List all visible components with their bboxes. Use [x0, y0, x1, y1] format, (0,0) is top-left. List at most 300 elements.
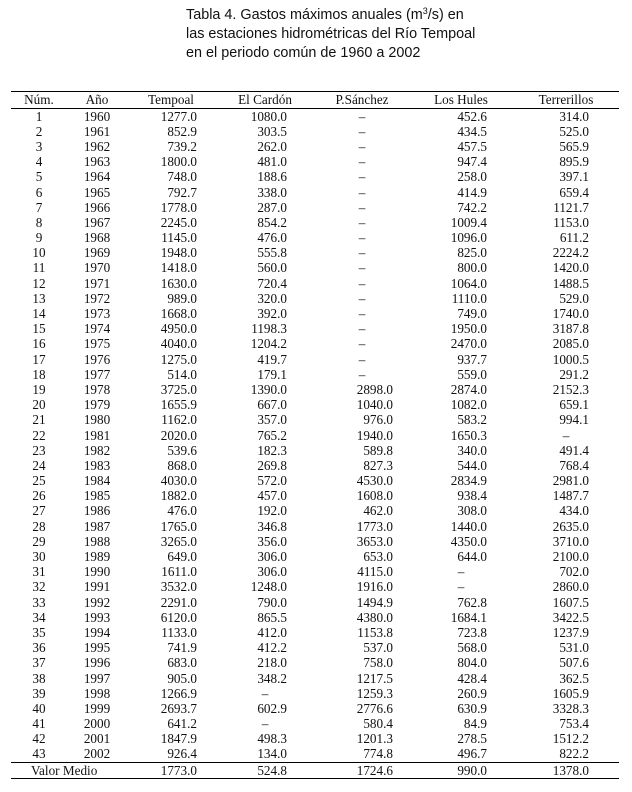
cell-anio: 1974	[83, 321, 111, 337]
cell-los-hules: 457.5	[457, 138, 487, 154]
cell-el-cardon: 392.0	[257, 306, 287, 322]
cell-los-hules: 544.0	[457, 457, 487, 473]
cell-anio: 1984	[83, 473, 111, 489]
cell-tempoal: 1765.0	[160, 518, 197, 534]
cell-p-sanchez: 580.4	[363, 716, 393, 732]
cell-terrerillos: 2981.0	[552, 473, 589, 489]
cell-terrerillos: 3187.8	[552, 321, 589, 337]
cell-anio: 1978	[83, 381, 111, 397]
cell-terrerillos: 611.2	[559, 230, 589, 246]
cell-p-sanchez: –	[358, 199, 366, 215]
cell-tempoal: 905.0	[167, 670, 197, 686]
cell-los-hules: 452.6	[457, 108, 487, 124]
cell-terrerillos: 1488.5	[552, 275, 589, 291]
cell-los-hules: 2874.0	[450, 381, 487, 397]
cell-p-sanchez: 1608.0	[356, 488, 393, 504]
cell-num: 13	[32, 290, 46, 306]
cell-terrerillos: 507.6	[559, 655, 589, 671]
cell-terrerillos: 525.0	[559, 123, 589, 139]
cell-tempoal: 1778.0	[160, 199, 197, 215]
cell-los-hules: 583.2	[457, 412, 487, 428]
table-row	[11, 413, 619, 428]
cell-p-sanchez: 1040.0	[356, 397, 393, 413]
table-row	[11, 656, 619, 671]
cell-los-hules: 723.8	[457, 624, 487, 640]
cell-terrerillos: 2152.3	[552, 381, 589, 397]
cell-anio: 1979	[83, 397, 111, 413]
cell-el-cardon: 412.0	[257, 624, 287, 640]
cell-los-hules: 1950.0	[450, 321, 487, 337]
table-row	[11, 717, 619, 732]
cell-anio: 1983	[83, 457, 111, 473]
header-row	[11, 92, 619, 109]
cell-terrerillos: 1607.5	[552, 594, 589, 610]
cell-los-hules: 630.9	[457, 700, 487, 716]
cell-el-cardon: 720.4	[257, 275, 287, 291]
cell-anio: 1986	[83, 503, 111, 519]
cell-tempoal: 1882.0	[160, 488, 197, 504]
cell-anio: 1994	[83, 624, 111, 640]
cell-el-cardon: 192.0	[257, 503, 287, 519]
table-row	[11, 732, 619, 747]
cell-anio: 1970	[83, 260, 111, 276]
cell-p-sanchez: –	[358, 230, 366, 246]
cell-p-sanchez: –	[358, 260, 366, 276]
cell-los-hules: 308.0	[457, 503, 487, 519]
cell-terrerillos: 2635.0	[552, 518, 589, 534]
cell-num: 38	[32, 670, 46, 686]
cell-p-sanchez: 1217.5	[356, 670, 393, 686]
cell-el-cardon: 306.0	[257, 549, 287, 565]
cell-tempoal: 1133.0	[161, 624, 197, 640]
cell-el-cardon: 269.8	[257, 457, 287, 473]
cell-tempoal: 4950.0	[160, 321, 197, 337]
cell-el-cardon: 1390.0	[250, 381, 287, 397]
header-los-hules: Los Hules	[409, 92, 513, 109]
cell-terrerillos: 659.1	[559, 397, 589, 413]
cell-los-hules: 1064.0	[450, 275, 487, 291]
cell-terrerillos: 1420.0	[552, 260, 589, 276]
cell-los-hules: 1082.0	[450, 397, 487, 413]
cell-anio: 1998	[83, 685, 111, 701]
cell-p-sanchez: 1494.9	[356, 594, 393, 610]
cell-tempoal: 926.4	[167, 746, 197, 762]
cell-los-hules: –	[457, 579, 465, 595]
footer-los-hules: 990.0	[409, 763, 513, 779]
cell-los-hules: 1096.0	[450, 230, 487, 246]
cell-p-sanchez: –	[358, 306, 366, 322]
cell-num: 18	[32, 366, 46, 382]
cell-los-hules: 278.5	[457, 731, 487, 747]
cell-terrerillos: 491.4	[559, 442, 589, 458]
table-row	[11, 595, 619, 610]
cell-terrerillos: 362.5	[559, 670, 589, 686]
cell-num: 25	[32, 473, 46, 489]
cell-los-hules: 2834.9	[450, 473, 487, 489]
cell-terrerillos: 822.2	[559, 746, 589, 762]
cell-terrerillos: 291.2	[559, 366, 589, 382]
cell-anio: 1987	[83, 518, 111, 534]
cell-num: 22	[32, 427, 46, 443]
cell-anio: 1997	[83, 670, 111, 686]
table-row	[11, 231, 619, 246]
cell-los-hules: 804.0	[457, 655, 487, 671]
cell-anio: 1963	[83, 154, 111, 170]
table-row	[11, 489, 619, 504]
cell-terrerillos: 1153.0	[553, 214, 589, 230]
cell-los-hules: 2470.0	[450, 336, 487, 352]
cell-tempoal: 1145.0	[161, 230, 197, 246]
header-anio: Año	[67, 92, 127, 109]
cell-tempoal: 3725.0	[160, 381, 197, 397]
cell-tempoal: 852.9	[167, 123, 197, 139]
cell-p-sanchez: –	[358, 184, 366, 200]
cell-los-hules: 1684.1	[450, 609, 487, 625]
cell-p-sanchez: 589.8	[363, 442, 393, 458]
cell-el-cardon: 320.0	[257, 290, 287, 306]
cell-anio: 1981	[83, 427, 111, 443]
cell-el-cardon: 182.3	[257, 442, 287, 458]
cell-anio: 1989	[83, 549, 111, 565]
cell-p-sanchez: 462.0	[363, 503, 393, 519]
cell-los-hules: 1110.0	[451, 290, 487, 306]
cell-p-sanchez: 2898.0	[356, 381, 393, 397]
cell-el-cardon: 303.5	[257, 123, 287, 139]
cell-el-cardon: 572.0	[257, 473, 287, 489]
cell-los-hules: 4350.0	[450, 533, 487, 549]
cell-tempoal: 2693.7	[160, 700, 197, 716]
cell-el-cardon: 667.0	[257, 397, 287, 413]
table-row	[11, 474, 619, 489]
cell-num: 19	[32, 381, 46, 397]
cell-anio: 1976	[83, 351, 111, 367]
cell-tempoal: 641.2	[167, 716, 197, 732]
cell-el-cardon: 854.2	[257, 214, 287, 230]
cell-el-cardon: 357.0	[257, 412, 287, 428]
footer-tempoal: 1773.0	[127, 763, 215, 779]
cell-num: 33	[32, 594, 46, 610]
cell-p-sanchez: –	[358, 214, 366, 230]
cell-p-sanchez: 4380.0	[356, 609, 393, 625]
cell-el-cardon: 498.3	[257, 731, 287, 747]
caption-superscript: 3	[422, 6, 428, 16]
cell-el-cardon: 338.0	[257, 184, 287, 200]
cell-num: 21	[32, 412, 46, 428]
table-row	[11, 109, 619, 125]
cell-anio: 1968	[83, 230, 111, 246]
cell-p-sanchez: –	[358, 169, 366, 185]
cell-tempoal: 2020.0	[160, 427, 197, 443]
cell-terrerillos: 314.0	[559, 108, 589, 124]
cell-terrerillos: 1740.0	[552, 306, 589, 322]
cell-p-sanchez: 1259.3	[356, 685, 393, 701]
header-num: Núm.	[11, 92, 67, 109]
cell-el-cardon: 306.0	[257, 564, 287, 580]
cell-los-hules: 568.0	[457, 640, 487, 656]
cell-num: 41	[32, 716, 46, 732]
cell-terrerillos: 3710.0	[552, 533, 589, 549]
cell-anio: 2001	[83, 731, 111, 747]
table-row	[11, 185, 619, 200]
cell-p-sanchez: 827.3	[363, 457, 393, 473]
cell-el-cardon: 356.0	[257, 533, 287, 549]
cell-tempoal: 514.0	[167, 366, 197, 382]
cell-los-hules: 742.2	[457, 199, 487, 215]
footer-p-sanchez: 1724.6	[315, 763, 409, 779]
cell-los-hules: 496.7	[457, 746, 487, 762]
cell-terrerillos: 2085.0	[552, 336, 589, 352]
table-header	[11, 92, 619, 109]
cell-p-sanchez: 1940.0	[356, 427, 393, 443]
cell-num: 9	[35, 230, 43, 246]
cell-num: 27	[32, 503, 46, 519]
cell-num: 42	[32, 731, 46, 747]
cell-terrerillos: 2860.0	[552, 579, 589, 595]
table-row	[11, 139, 619, 154]
cell-el-cardon: 555.8	[257, 245, 287, 261]
cell-tempoal: 739.2	[167, 138, 197, 154]
cell-anio: 1996	[83, 655, 111, 671]
cell-p-sanchez: 4530.0	[356, 473, 393, 489]
cell-anio: 1991	[83, 579, 111, 595]
cell-terrerillos: 565.9	[559, 138, 589, 154]
table-row	[11, 215, 619, 230]
cell-anio: 2002	[83, 746, 111, 762]
cell-los-hules: 260.9	[457, 685, 487, 701]
cell-anio: 1995	[83, 640, 111, 656]
cell-num: 11	[32, 260, 46, 276]
cell-los-hules: 644.0	[457, 549, 487, 565]
cell-tempoal: 649.0	[167, 549, 197, 565]
cell-p-sanchez: –	[358, 154, 366, 170]
cell-num: 14	[32, 306, 46, 322]
cell-p-sanchez: 976.0	[363, 412, 393, 428]
cell-num: 6	[35, 184, 43, 200]
table-row	[11, 352, 619, 367]
cell-los-hules: 937.7	[457, 351, 487, 367]
cell-num: 15	[32, 321, 46, 337]
cell-num: 10	[32, 245, 46, 261]
cell-anio: 1975	[83, 336, 111, 352]
table-row	[11, 246, 619, 261]
table-row	[11, 367, 619, 382]
cell-terrerillos: 1237.9	[552, 624, 589, 640]
cell-tempoal: 748.0	[167, 169, 197, 185]
table-row	[11, 200, 619, 215]
table-footer	[11, 763, 619, 779]
cell-el-cardon: 134.0	[257, 746, 287, 762]
cell-num: 32	[32, 579, 46, 595]
cell-num: 35	[32, 624, 46, 640]
cell-terrerillos: 1487.7	[552, 488, 589, 504]
cell-el-cardon: 1248.0	[250, 579, 287, 595]
cell-el-cardon: –	[261, 685, 269, 701]
table-row	[11, 155, 619, 170]
cell-los-hules: 414.9	[457, 184, 487, 200]
table-row	[11, 625, 619, 640]
cell-num: 24	[32, 457, 46, 473]
cell-num: 1	[35, 108, 43, 124]
table-row	[11, 322, 619, 337]
cell-p-sanchez: 1201.3	[356, 731, 393, 747]
cell-el-cardon: 348.2	[257, 670, 287, 686]
cell-terrerillos: 1121.7	[553, 199, 589, 215]
cell-p-sanchez: 1916.0	[356, 579, 393, 595]
cell-tempoal: 2245.0	[160, 214, 197, 230]
cell-num: 39	[32, 685, 46, 701]
cell-terrerillos: 529.0	[559, 290, 589, 306]
cell-el-cardon: 865.5	[257, 609, 287, 625]
table-row	[11, 549, 619, 564]
cell-p-sanchez: –	[358, 108, 366, 124]
cell-anio: 1999	[83, 700, 111, 716]
cell-num: 29	[32, 533, 46, 549]
caption-suffix: /s) en las estaciones hidrométricas del Río Tempoal en el periodo común de 1960 a 2002	[186, 7, 476, 61]
cell-num: 43	[32, 746, 46, 762]
cell-terrerillos: 1512.2	[552, 731, 589, 747]
footer-terrerillos: 1378.0	[513, 763, 619, 779]
cell-p-sanchez: 774.8	[363, 746, 393, 762]
cell-p-sanchez: –	[358, 275, 366, 291]
cell-p-sanchez: 1153.8	[357, 624, 393, 640]
cell-terrerillos: 2100.0	[552, 549, 589, 565]
cell-terrerillos: 1000.5	[552, 351, 589, 367]
table-row	[11, 170, 619, 185]
cell-anio: 1966	[83, 199, 111, 215]
table-row	[11, 701, 619, 716]
cell-anio: 2000	[83, 716, 111, 732]
cell-anio: 1980	[83, 412, 111, 428]
table-row	[11, 641, 619, 656]
cell-el-cardon: 188.6	[257, 169, 287, 185]
table-row	[11, 686, 619, 701]
table-row	[11, 458, 619, 473]
cell-el-cardon: 602.9	[257, 700, 287, 716]
cell-anio: 1985	[83, 488, 111, 504]
cell-terrerillos: 753.4	[559, 716, 589, 732]
table-row	[11, 291, 619, 306]
cell-p-sanchez: 4115.0	[357, 564, 393, 580]
cell-anio: 1962	[83, 138, 111, 154]
cell-los-hules: 84.9	[463, 716, 487, 732]
cell-terrerillos: –	[562, 427, 570, 443]
cell-tempoal: 868.0	[167, 457, 197, 473]
cell-tempoal: 1800.0	[160, 154, 197, 170]
cell-num: 8	[35, 214, 43, 230]
cell-tempoal: 3532.0	[160, 579, 197, 595]
cell-los-hules: 800.0	[457, 260, 487, 276]
header-terrerillos: Terrerillos	[513, 92, 619, 109]
cell-el-cardon: 179.1	[257, 366, 287, 382]
cell-el-cardon: 457.0	[257, 488, 287, 504]
cell-anio: 1964	[83, 169, 111, 185]
cell-el-cardon: 476.0	[257, 230, 287, 246]
caption-prefix: Tabla 4. Gastos máximos anuales (m	[186, 7, 423, 23]
table-row	[11, 306, 619, 321]
cell-num: 40	[32, 700, 46, 716]
cell-anio: 1993	[83, 609, 111, 625]
cell-el-cardon: 1204.2	[250, 336, 287, 352]
footer-row	[11, 763, 619, 779]
cell-terrerillos: 3328.3	[552, 700, 589, 716]
cell-tempoal: 741.9	[167, 640, 197, 656]
cell-tempoal: 1162.0	[161, 412, 197, 428]
cell-terrerillos: 3422.5	[552, 609, 589, 625]
cell-anio: 1973	[83, 306, 111, 322]
cell-tempoal: 989.0	[167, 290, 197, 306]
cell-tempoal: 2291.0	[160, 594, 197, 610]
cell-num: 2	[35, 123, 43, 139]
cell-tempoal: 1655.9	[160, 397, 197, 413]
cell-anio: 1960	[83, 108, 111, 124]
cell-los-hules: 1009.4	[450, 214, 487, 230]
cell-los-hules: 938.4	[457, 488, 487, 504]
table-row	[11, 565, 619, 580]
table-row	[11, 504, 619, 519]
cell-num: 26	[32, 488, 46, 504]
cell-anio: 1969	[83, 245, 111, 261]
cell-num: 4	[35, 154, 43, 170]
table-row	[11, 428, 619, 443]
cell-p-sanchez: 537.0	[363, 640, 393, 656]
cell-el-cardon: 1080.0	[250, 108, 287, 124]
cell-tempoal: 4040.0	[160, 336, 197, 352]
cell-los-hules: 1650.3	[450, 427, 487, 443]
cell-num: 36	[32, 640, 46, 656]
footer-label: Valor Medio	[11, 763, 127, 779]
cell-tempoal: 6120.0	[160, 609, 197, 625]
cell-num: 30	[32, 549, 46, 565]
table-row	[11, 443, 619, 458]
cell-los-hules: 1440.0	[450, 518, 487, 534]
cell-terrerillos: 1605.9	[552, 685, 589, 701]
cell-tempoal: 683.0	[167, 655, 197, 671]
cell-num: 34	[32, 609, 46, 625]
cell-p-sanchez: 758.0	[363, 655, 393, 671]
cell-el-cardon: 346.8	[257, 518, 287, 534]
table-row	[11, 261, 619, 276]
cell-num: 16	[32, 336, 46, 352]
data-table	[11, 91, 619, 779]
cell-los-hules: 749.0	[457, 306, 487, 322]
cell-el-cardon: 287.0	[257, 199, 287, 215]
cell-tempoal: 1668.0	[160, 306, 197, 322]
cell-el-cardon: 262.0	[257, 138, 287, 154]
table-body	[11, 109, 619, 763]
cell-el-cardon: 412.2	[257, 640, 287, 656]
cell-anio: 1967	[83, 214, 111, 230]
cell-tempoal: 1277.0	[160, 108, 197, 124]
table-caption	[186, 6, 486, 63]
cell-tempoal: 4030.0	[160, 473, 197, 489]
table-row	[11, 747, 619, 763]
cell-anio: 1982	[83, 442, 111, 458]
cell-tempoal: 476.0	[167, 503, 197, 519]
cell-num: 23	[32, 442, 46, 458]
cell-anio: 1971	[83, 275, 111, 291]
cell-num: 5	[35, 169, 43, 185]
cell-p-sanchez: –	[358, 245, 366, 261]
cell-el-cardon: 1198.3	[251, 321, 287, 337]
cell-p-sanchez: –	[358, 336, 366, 352]
cell-terrerillos: 702.0	[559, 564, 589, 580]
cell-el-cardon: 419.7	[257, 351, 287, 367]
header-el-cardon: El Cardón	[215, 92, 315, 109]
cell-p-sanchez: 653.0	[363, 549, 393, 565]
cell-tempoal: 539.6	[167, 442, 197, 458]
cell-los-hules: 947.4	[457, 154, 487, 170]
table-row	[11, 337, 619, 352]
